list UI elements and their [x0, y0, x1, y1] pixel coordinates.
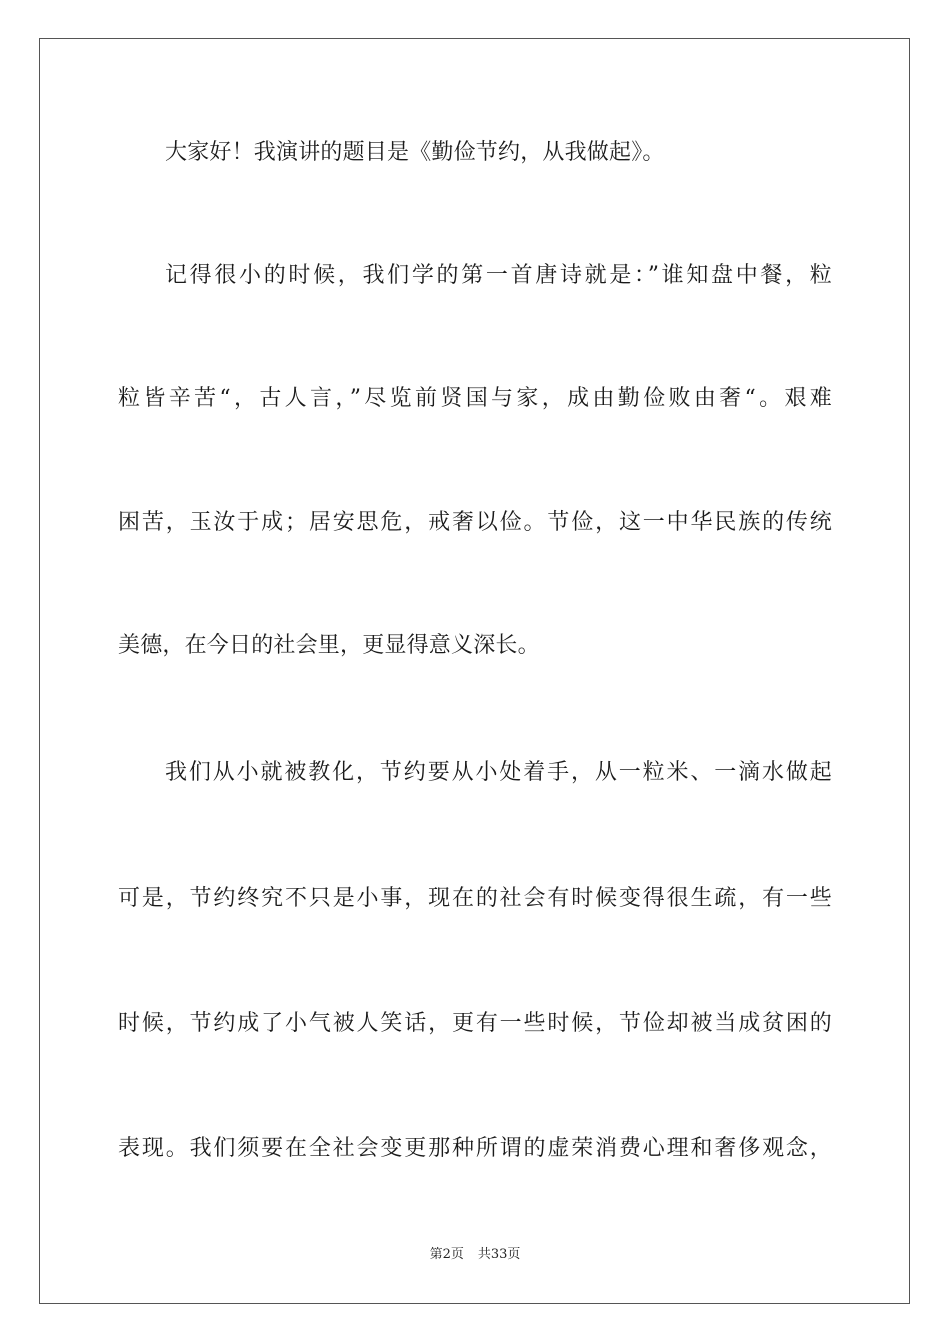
page-footer — [0, 1246, 950, 1264]
paragraph-line-6: 我们从小就被教化，节约要从小处着手，从一粒米、一滴水做起 — [165, 760, 832, 785]
page-number: 第2页 — [429, 1247, 464, 1262]
paragraph-line-9: 表现。我们须要在全社会变更那种所谓的虚荣消费心理和奢侈观念， — [118, 1136, 832, 1161]
paragraph-line-2: 记得很小的时候，我们学的第一首唐诗就是：”谁知盘中餐，粒 — [165, 263, 832, 288]
page-border — [39, 38, 910, 1304]
paragraph-line-1: 大家好！我演讲的题目是《勤俭节约，从我做起》。 — [165, 140, 665, 165]
paragraph-line-7: 可是，节约终究不只是小事，现在的社会有时候变得很生疏，有一些 — [118, 886, 832, 911]
paragraph-line-5: 美德，在今日的社会里，更显得意义深长。 — [118, 633, 540, 658]
paragraph-line-3: 粒皆辛苦“，古人言，”尽览前贤国与家，成由勤俭败由奢“。艰难 — [118, 386, 832, 411]
paragraph-line-8: 时候，节约成了小气被人笑话，更有一些时候，节俭却被当成贫困的 — [118, 1011, 832, 1036]
page-total: 共33页 — [477, 1247, 521, 1262]
paragraph-line-4: 困苦，玉汝于成；居安思危，戒奢以俭。节俭，这一中华民族的传统 — [118, 510, 832, 535]
